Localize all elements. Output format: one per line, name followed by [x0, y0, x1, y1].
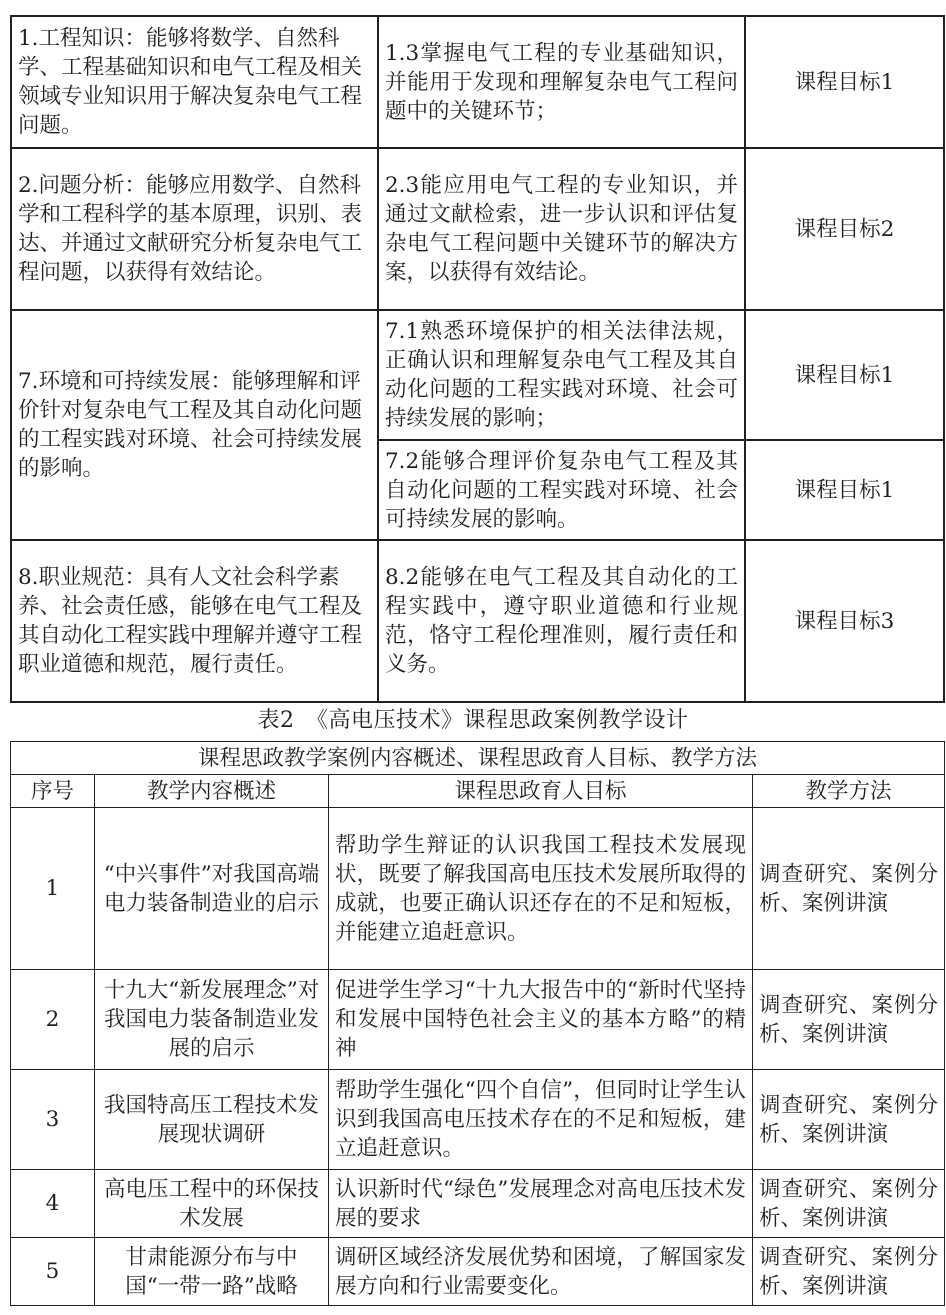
- table-row: [11, 970, 945, 1070]
- method-cell: 调查研究、案例分析、案例讲演: [753, 1070, 945, 1170]
- table-title: 课程思政教学案例内容概述、课程思政育人目标、教学方法: [11, 742, 945, 775]
- requirement-cell: 7.环境和可持续发展：能够理解和评价针对复杂电气工程及其自动化问题的工程实践对环境、社会可持续发展的影响。: [11, 310, 378, 540]
- table-caption: 表2 《高电压技术》课程思政案例教学设计: [257, 708, 689, 733]
- course-goal-cell: 课程目标3: [745, 540, 944, 702]
- header-goal: 课程思政育人目标: [329, 775, 753, 808]
- requirement-cell: 8.职业规范：具有人文社会科学素养、社会责任感，能够在电气工程及其自动化工程实践中理解并遵守工程职业道德和规范，履行责任。: [11, 540, 378, 702]
- table-row: [11, 808, 945, 970]
- row-number: 3: [11, 1070, 95, 1170]
- course-goal-cell: 课程目标1: [745, 440, 944, 540]
- table-row: [11, 1238, 945, 1306]
- method-cell: 调查研究、案例分析、案例讲演: [753, 1238, 945, 1306]
- indicator-cell: 7.2能够合理评价复杂电气工程及其自动化问题的工程实践对环境、社会可持续发展的影响。: [378, 440, 745, 540]
- course-goal-cell: 课程目标2: [745, 148, 944, 310]
- table-row: [11, 148, 944, 310]
- goal-cell: 认识新时代“绿色”发展理念对高电压技术发展的要求: [329, 1170, 753, 1238]
- goal-cell: 调研区域经济发展优势和困境，了解国家发展方向和行业需要变化。: [329, 1238, 753, 1306]
- header-no: 序号: [11, 775, 95, 808]
- header-content: 教学内容概述: [95, 775, 329, 808]
- goal-cell: 帮助学生强化“四个自信”，但同时让学生认识到我国高电压技术存在的不足和短板，建立追赶意识。: [329, 1070, 753, 1170]
- content-cell: “中兴事件”对我国高端电力装备制造业的启示: [95, 808, 329, 970]
- table-row: [11, 1070, 945, 1170]
- table-title-row: [11, 742, 945, 775]
- content-cell: 高电压工程中的环保技术发展: [95, 1170, 329, 1238]
- row-number: 5: [11, 1238, 95, 1306]
- content-cell: 甘肃能源分布与中国“一带一路”战略: [95, 1238, 329, 1306]
- row-number: 2: [11, 970, 95, 1070]
- indicator-cell: 1.3掌握电气工程的专业基础知识，并能用于发现和理解复杂电气工程问题中的关键环节；: [378, 16, 745, 148]
- case-teaching-design-table: [10, 741, 945, 1306]
- requirement-cell: 2.问题分析：能够应用数学、自然科学和工程科学的基本原理，识别、表达、并通过文献研究分析复杂电气工程问题，以获得有效结论。: [11, 148, 378, 310]
- row-number: 1: [11, 808, 95, 970]
- table-row: [11, 310, 944, 440]
- indicator-cell: 7.1熟悉环境保护的相关法律法规，正确认识和理解复杂电气工程及其自动化问题的工程实践对环境、社会可持续发展的影响；: [378, 310, 745, 440]
- row-number: 4: [11, 1170, 95, 1238]
- method-cell: 调查研究、案例分析、案例讲演: [753, 808, 945, 970]
- table-row: [11, 1170, 945, 1238]
- course-goal-cell: 课程目标1: [745, 310, 944, 440]
- goal-cell: 帮助学生辩证的认识我国工程技术发展现状，既要了解我国高电压技术发展所取得的成就，也要正确认识还存在的不足和短板，并能建立追赶意识。: [329, 808, 753, 970]
- goal-cell: 促进学生学习“十九大报告中的“新时代坚持和发展中国特色社会主义的基本方略”的精神: [329, 970, 753, 1070]
- course-goal-cell: 课程目标1: [745, 16, 944, 148]
- graduation-requirements-table: [10, 15, 945, 703]
- method-cell: 调查研究、案例分析、案例讲演: [753, 1170, 945, 1238]
- content-cell: 我国特高压工程技术发展现状调研: [95, 1070, 329, 1170]
- content-cell: 十九大“新发展理念”对我国电力装备制造业发展的启示: [95, 970, 329, 1070]
- requirement-cell: 1.工程知识：能够将数学、自然科学、工程基础知识和电气工程及相关领域专业知识用于解决复杂电气工程问题。: [11, 16, 378, 148]
- indicator-cell: 8.2能够在电气工程及其自动化的工程实践中，遵守职业道德和行业规范，恪守工程伦理准则，履行责任和义务。: [378, 540, 745, 702]
- header-row: [11, 775, 945, 808]
- table-row: [11, 16, 944, 148]
- method-cell: 调查研究、案例分析、案例讲演: [753, 970, 945, 1070]
- table-row: [11, 540, 944, 702]
- header-method: 教学方法: [753, 775, 945, 808]
- indicator-cell: 2.3能应用电气工程的专业知识，并通过文献检索，进一步认识和评估复杂电气工程问题中关键环节的解决方案，以获得有效结论。: [378, 148, 745, 310]
